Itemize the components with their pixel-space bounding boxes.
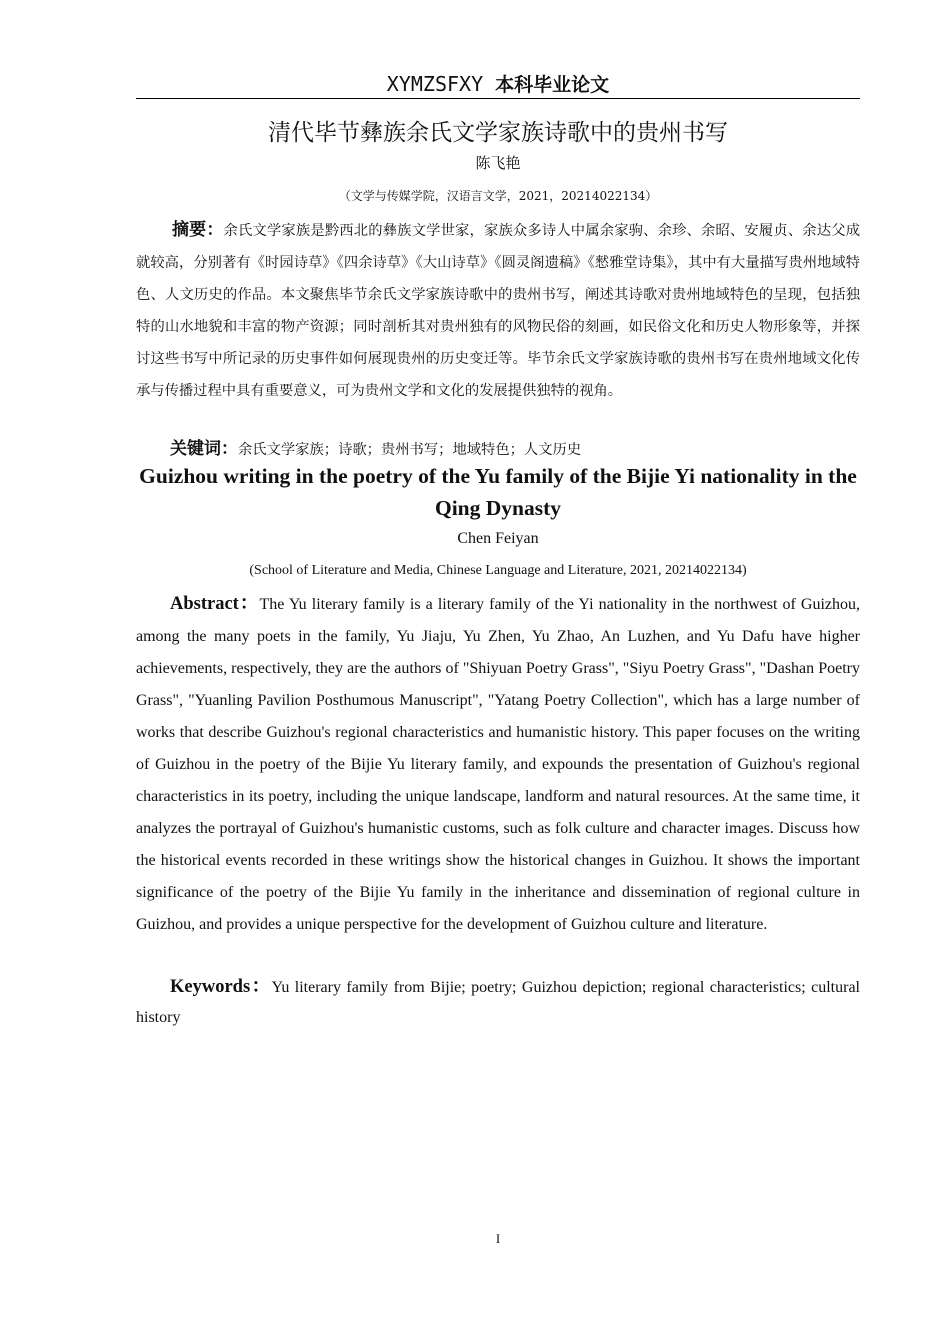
english-affiliation: (School of Literature and Media, Chinese Language and Literature, 2021, 20214022134) <box>249 563 747 578</box>
chinese-title: 清代毕节彝族余氏文学家族诗歌中的贵州书写 <box>268 120 728 146</box>
chinese-abstract-label: 摘要： <box>172 220 224 240</box>
chinese-keywords-label: 关键词： <box>170 439 238 459</box>
english-abstract <box>136 588 860 941</box>
chinese-affiliation: （文学与传媒学院，汉语言文学，2021，20214022134） <box>338 189 658 203</box>
english-abstract-text: The Yu literary family is a literary family of the Yi nationality in the northwest of Guizhou, among the many poets in the family, Yu Jiaju, Yu Zhen, Yu Zhao, An Luzhen, and Yu Dafu have higher achievements, respectively, they are the authors of "Shiyuan Poetry Grass", "Siyu Poetry Grass", "Dashan Poetry Grass", "Yuanling Pavilion Posthumous Manuscript", "Yatang Poetry Collection", which has a large number of works that describe Guizhou's regional characteristics and humanistic history. This paper focuses on the writing of Guizhou in the poetry of the Bijie Yu literary family, and expounds the presentation of Guizhou's regional characteristics in its poetry, including the unique landscape, landform and natural resources. At the same time, it analyzes the portrayal of Guizhou's humanistic customs, such as folk culture and character images. Discuss how the historical events recorded in these writings show the historical changes in Guizhou. It shows the important significance of the poetry of the Bijie Yu family in the inheritance and dissemination of regional culture in Guizhou, and provides a unique perspective for the development of Guizhou culture and literature. <box>136 596 860 933</box>
chinese-author: 陈飞艳 <box>475 154 521 172</box>
chinese-keywords-text: 余氏文学家族；诗歌；贵州书写；地域特色；人文历史 <box>238 442 582 458</box>
running-header <box>136 70 860 98</box>
english-keywords <box>136 972 860 1033</box>
page-number: I <box>495 1231 501 1246</box>
chinese-abstract-text: 余氏文学家族是黔西北的彝族文学世家，家族众多诗人中属余家驹、余珍、余昭、安履贞、余达父成就较高，分别著有《时园诗草》《四余诗草》《大山诗草》《圆灵阁遗稿》《憖雅堂诗集》，其中有大量描写贵州地域特色、人文历史的作品。本文聚焦毕节余氏文学家族诗歌中的贵州书写，阐述其诗歌对贵州地域特色的呈现，包括独特的山水地貌和丰富的物产资源；同时剖析其对贵州独有的风物民俗的刻画，如民俗文化和历史人物形象等，并探讨这些书写中所记录的历史事件如何展现贵州的历史变迁等。毕节余氏文学家族诗歌的贵州书写在贵州地域文化传承与传播过程中具有重要意义，可为贵州文学和文化的发展提供独特的视角。 <box>136 223 861 399</box>
header-rule <box>136 98 860 99</box>
english-title: Guizhou writing in the poetry of the Yu family of the Bijie Yi nationality in the Qing Dynasty <box>139 464 857 520</box>
header-code: XYMZSFXY <box>386 72 484 96</box>
chinese-keywords <box>136 436 860 463</box>
english-keywords-text: Yu literary family from Bijie; poetry; Guizhou depiction; regional characteristics; cultural history <box>136 979 860 1026</box>
english-abstract-label: Abstract： <box>170 594 260 614</box>
chinese-abstract <box>136 214 860 407</box>
english-keywords-label: Keywords： <box>170 977 272 997</box>
english-author: Chen Feiyan <box>457 530 539 547</box>
header-label: 本科毕业论文 <box>495 74 610 96</box>
